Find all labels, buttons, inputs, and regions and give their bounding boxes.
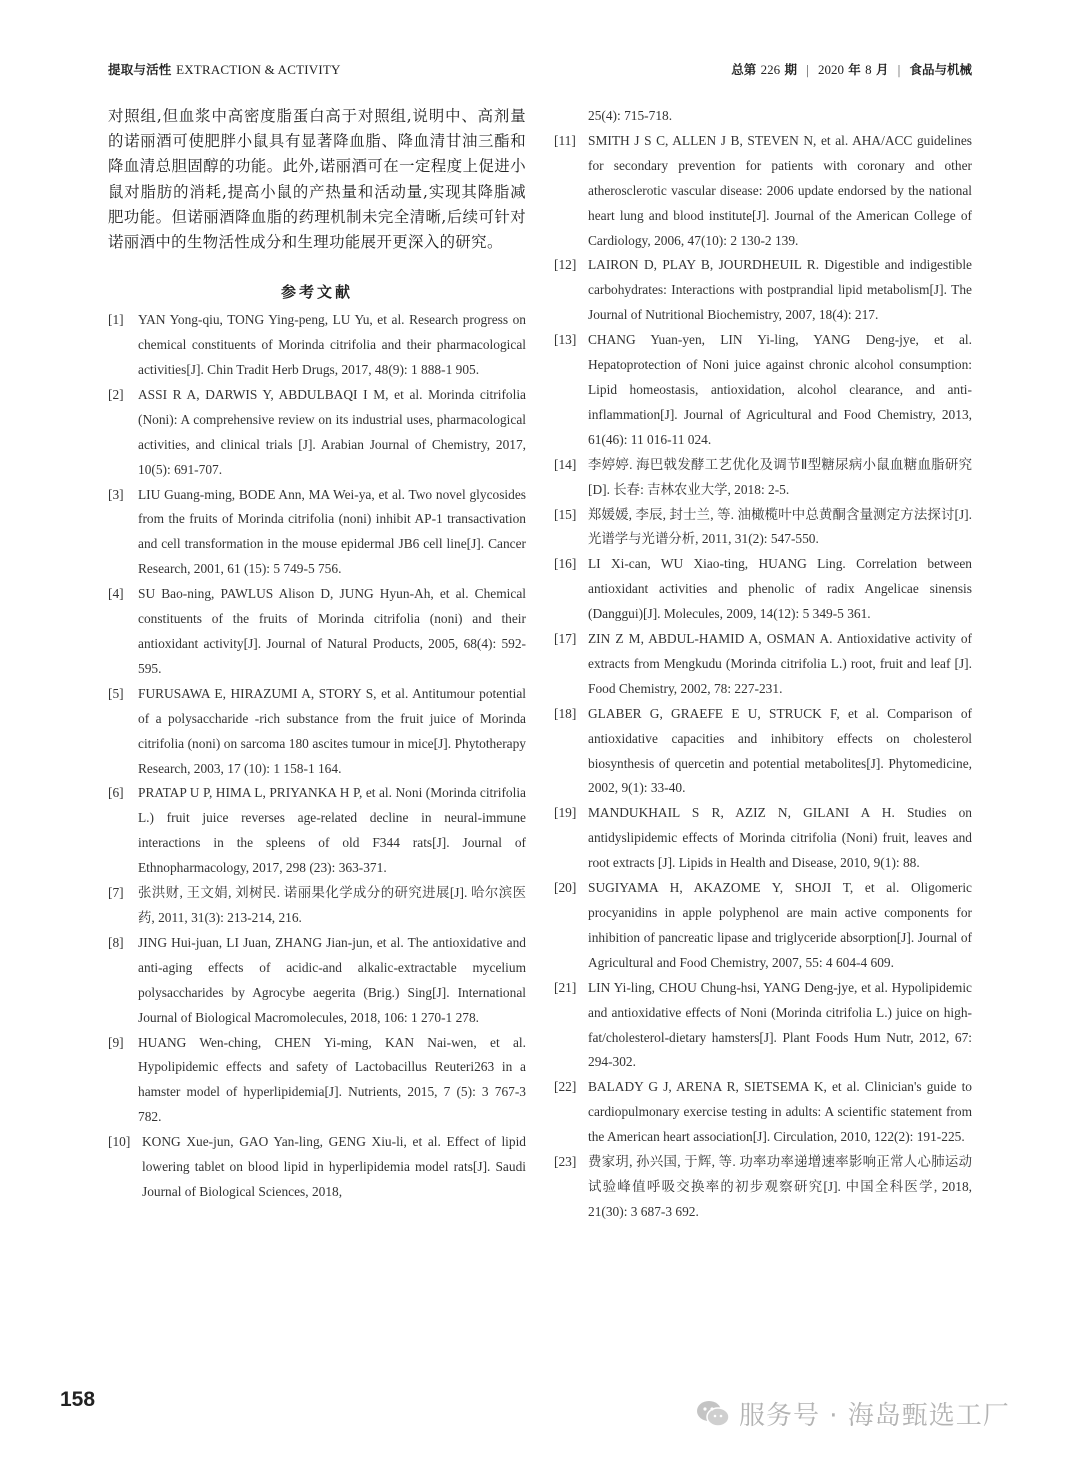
wechat-logo-icon xyxy=(695,1399,731,1429)
reference-text: 郑媛媛, 李辰, 封士兰, 等. 油橄榄叶中总黄酮含量测定方法探讨[J]. 光谱学与光谱分析, 2011, 31(2): 547-550. xyxy=(588,506,972,547)
reference-text: SMITH J S C, ALLEN J B, STEVEN N, et al. AHA/ACC guidelines for secondary prevention for patients with coronary and other atherosclerotic vascular disease: 2006 update endorsed by the national heart lung and blood institute[J]. Journal of the American College of Cardiology, 2006, 47(10): 2 130-2 139. xyxy=(588,132,972,248)
right-column xyxy=(554,104,972,1225)
reference-number: [5] xyxy=(108,685,124,701)
reference-text: 25(4): 715-718. xyxy=(588,108,673,123)
reference-item xyxy=(108,1031,526,1131)
reference-number: [9] xyxy=(108,1034,124,1050)
body-paragraph: 对照组,但血浆中高密度脂蛋白高于对照组,说明中、高剂量的诺丽酒可使肥胖小鼠具有显著降血脂、降血清甘油三酯和降血清总胆固醇的功能。此外,诺丽酒可在一定程度上促进小鼠对脂肪的消耗,提高小鼠的产热量和活动量,实现其降脂减肥功能。但诺丽酒降血脂的药理机制未完全清晰,后续可针对诺丽酒中的生物活性成分和生理功能展开更深入的研究。 xyxy=(108,107,526,252)
reference-number: [10] xyxy=(108,1134,131,1150)
reference-text: PRATAP U P, HIMA L, PRIYANKA H P, et al. Noni (Morinda citrifolia L.) fruit juice reverses age-related decline in neural-immune interactions in the spleens of old F344 rats[J]. Journal of Ethnopharmacology, 2017, 298 (23): 363-371. xyxy=(138,785,526,876)
reference-text: GLABER G, GRAEFE E U, STRUCK F, et al. Comparison of antioxidative capacities and inhibitory effects on cholesterol biosynthesis of quercetin and potential metabolites[J]. Phytomedicine, 2002, 9(1): 33-40. xyxy=(588,705,972,796)
left-column xyxy=(108,104,526,1205)
reference-text: ASSI R A, DARWIS Y, ABDULBAQI I M, et al. Morinda citrifolia (Noni): A comprehensive review on its industrial uses, pharmacological activities, and clinical trials [J]. Arabian Journal of Chemistry, 2017, 10(5): 691-707. xyxy=(138,386,526,477)
reference-item xyxy=(108,383,526,483)
reference-text: LAIRON D, PLAY B, JOURDHEUIL R. Digestible and indigestible carbohydrates: Interactions with postprandial lipid metabolism[J]. The Journal of Nutritional Biochemistry, 2007, 18(4): 217. xyxy=(588,257,972,323)
reference-text: BALADY G J, ARENA R, SIETSEMA K, et al. Clinician's guide to cardiopulmonary exercise testing in adults: A scientific statement from the American heart association[J]. Circulation, 2010, 122(2): 191-225. xyxy=(588,1079,972,1145)
reference-number: [14] xyxy=(554,456,577,472)
reference-item xyxy=(554,876,972,976)
section-label-cn: 提取与活性 xyxy=(108,62,172,77)
reference-number: [19] xyxy=(554,805,577,821)
reference-item xyxy=(108,682,526,782)
reference-text: JING Hui-juan, LI Juan, ZHANG Jian-jun, et al. The antioxidative and anti-aging effects of acidic-and alkalic-extractable mycelium polysaccharides by Agrocybe aegerita (Brig.) Sing[J]. International Journal of Biological Macromolecules, 2018, 106: 1 270-1 278. xyxy=(138,934,526,1025)
reference-number: [13] xyxy=(554,332,577,348)
reference-text: FURUSAWA E, HIRAZUMI A, STORY S, et al. Antitumour potential of a polysaccharide -rich substance from the fruit juice of Morinda citrifolia (noni) on sarcoma 180 ascites tumour in mice[J]. Phytotherapy Research, 2003, 17 (10): 1 158-1 164. xyxy=(138,685,526,776)
reference-item xyxy=(108,483,526,583)
reference-item xyxy=(554,253,972,328)
issue-year: 2020 xyxy=(817,62,844,77)
reference-item xyxy=(554,1150,972,1225)
reference-text: SUGIYAMA H, AKAZOME Y, SHOJI T, et al. Oligomeric procyanidins in apple polyphenol are main active components for inhibition of pancreatic lipase and triglyceride absorption[J]. Journal of Agricultural and Food Chemistry, 2007, 55: 4 604-4 609. xyxy=(588,880,972,970)
reference-number: [20] xyxy=(554,880,577,896)
header-separator: | xyxy=(805,62,810,77)
issue-year-label: 年 xyxy=(848,62,861,77)
reference-text: CHANG Yuan-yen, LIN Yi-ling, YANG Deng-jye, et al. Hepatoprotection of Noni juice against chronic alcohol consumption: Lipid homeostasis, antioxidation, alcohol clearance, and anti-inflammation[J]. Journal of Agricultural and Food Chemistry, 2013, 61(46): 11 016-11 024. xyxy=(588,332,972,447)
reference-number: [8] xyxy=(108,934,124,950)
reference-text: 李婷婷. 海巴戟发酵工艺优化及调节Ⅱ型糖尿病小鼠血糖血脂研究[D]. 长春: 吉林农业大学, 2018: 2-5. xyxy=(588,456,972,497)
reference-number: [21] xyxy=(554,979,577,995)
issue-number: 226 xyxy=(760,62,781,77)
watermark-text: 服务号 · 海岛甄选工厂 xyxy=(739,1401,1010,1431)
reference-text: YAN Yong-qiu, TONG Ying-peng, LU Yu, et al. Research progress on chemical constituents of Morinda citrifolia and their pharmacological activities[J]. Chin Tradit Herb Drugs, 2017, 48(9): 1 888-1 905. xyxy=(138,312,526,378)
reference-item xyxy=(554,702,972,802)
issue-month: 8 xyxy=(865,62,872,77)
reference-number: [22] xyxy=(554,1079,577,1095)
reference-number xyxy=(554,104,588,129)
reference-number: [17] xyxy=(554,631,577,647)
reference-number: [6] xyxy=(108,785,124,801)
running-header-left xyxy=(108,60,341,78)
reference-item xyxy=(108,931,526,1031)
reference-item xyxy=(108,308,526,383)
reference-number: [7] xyxy=(108,885,124,901)
reference-number: [23] xyxy=(554,1154,577,1170)
reference-item xyxy=(554,453,972,503)
reference-item xyxy=(554,328,972,453)
reference-item xyxy=(554,627,972,702)
issue-month-label: 月 xyxy=(876,62,889,77)
reference-number: [4] xyxy=(108,586,124,602)
journal-name: 食品与机械 xyxy=(909,62,972,77)
references-title: 参考文献 xyxy=(280,283,353,302)
reference-list-left xyxy=(108,308,526,1205)
reference-text: ZIN Z M, ABDUL-HAMID A, OSMAN A. Antioxidative activity of extracts from Mengkudu (Morinda citrifolia L.) root, fruit and leaf [J]. Food Chemistry, 2002, 78: 227-231. xyxy=(588,631,972,696)
reference-text: SU Bao-ning, PAWLUS Alison D, JUNG Hyun-Ah, et al. Chemical constituents of the fruits of Morinda citrifolia (noni) and their antioxidant activity[J]. Journal of Natural Products, 2005, 68(4): 592-595. xyxy=(138,586,526,676)
reference-item xyxy=(108,1130,526,1205)
reference-text: 费家玥, 孙兴国, 于辉, 等. 功率功率递增速率影响正常人心肺运动试验峰值呼吸交换率的初步观察研究[J]. 中国全科医学, 2018, 21(30): 3 687-3 692. xyxy=(588,1154,972,1219)
reference-item xyxy=(554,976,972,1076)
watermark xyxy=(695,1395,1010,1432)
reference-item xyxy=(554,552,972,627)
reference-list-right xyxy=(554,104,972,1225)
reference-text: HUANG Wen-ching, CHEN Yi-ming, KAN Nai-wen, et al. Hypolipidemic effects and safety of Lactobacillus Reuteri263 in a hamster model of hyperlipidemia[J]. Nutrients, 2015, 7 (5): 3 767-3 782. xyxy=(138,1034,526,1125)
reference-number: [1] xyxy=(108,312,124,328)
section-label-en: EXTRACTION & ACTIVITY xyxy=(176,62,341,77)
reference-number: [18] xyxy=(554,705,577,721)
reference-item xyxy=(554,801,972,876)
issue-prefix: 总第 xyxy=(731,62,757,77)
reference-number: [2] xyxy=(108,386,124,402)
reference-item xyxy=(108,781,526,881)
reference-item xyxy=(554,129,972,254)
header-separator: | xyxy=(896,62,902,77)
reference-text: MANDUKHAIL S R, AZIZ N, GILANI A H. Studies on antidyslipidemic effects of Morinda citrifolia (Noni) fruit, leaves and root extracts [J]. Lipids in Health and Disease, 2010, 9(1): 88. xyxy=(588,805,972,871)
reference-item xyxy=(108,881,526,931)
reference-text: 张洪财, 王文娟, 刘树民. 诺丽果化学成分的研究进展[J]. 哈尔滨医药, 2011, 31(3): 213-214, 216. xyxy=(138,885,526,925)
reference-number: [3] xyxy=(108,486,124,502)
reference-text: KONG Xue-jun, GAO Yan-ling, GENG Xiu-li, et al. Effect of lipid lowering tablet on blood lipid in hyperlipidemia model rats[J]. Saudi Journal of Biological Sciences, 2018, xyxy=(142,1134,526,1199)
reference-text: LIN Yi-ling, CHOU Chung-hsi, YANG Deng-jye, et al. Hypolipidemic and antioxidative effects of Noni (Morinda citrifolia L.) juice on high-fat/cholesterol-dietary hamsters[J]. Plant Foods Hum Nutr, 2012, 67: 294-302. xyxy=(588,979,972,1070)
reference-item xyxy=(554,104,972,129)
reference-item xyxy=(554,1075,972,1150)
reference-item xyxy=(108,582,526,682)
reference-number: [11] xyxy=(554,132,576,148)
page-number: 158 xyxy=(60,1388,96,1411)
reference-text: LI Xi-can, WU Xiao-ting, HUANG Ling. Correlation between antioxidant activities and phenolic of radix Angelicae sinensis (Danggui)[J]. Molecules, 2009, 14(12): 5 349-5 361. xyxy=(588,556,972,622)
running-header-right xyxy=(731,60,972,78)
issue-suffix: 期 xyxy=(784,62,797,77)
reference-number: [12] xyxy=(554,257,577,273)
reference-number: [15] xyxy=(554,506,577,522)
reference-text: LIU Guang-ming, BODE Ann, MA Wei-ya, et al. Two novel glycosides from the fruits of Morinda citrifolia (noni) inhibit AP-1 transactivation and cell transformation in the mouse epidermal JB6 cell line[J]. Cancer Research, 2001, 61 (15): 5 749-5 756. xyxy=(138,486,526,577)
reference-item xyxy=(554,503,972,553)
reference-number: [16] xyxy=(554,556,577,572)
